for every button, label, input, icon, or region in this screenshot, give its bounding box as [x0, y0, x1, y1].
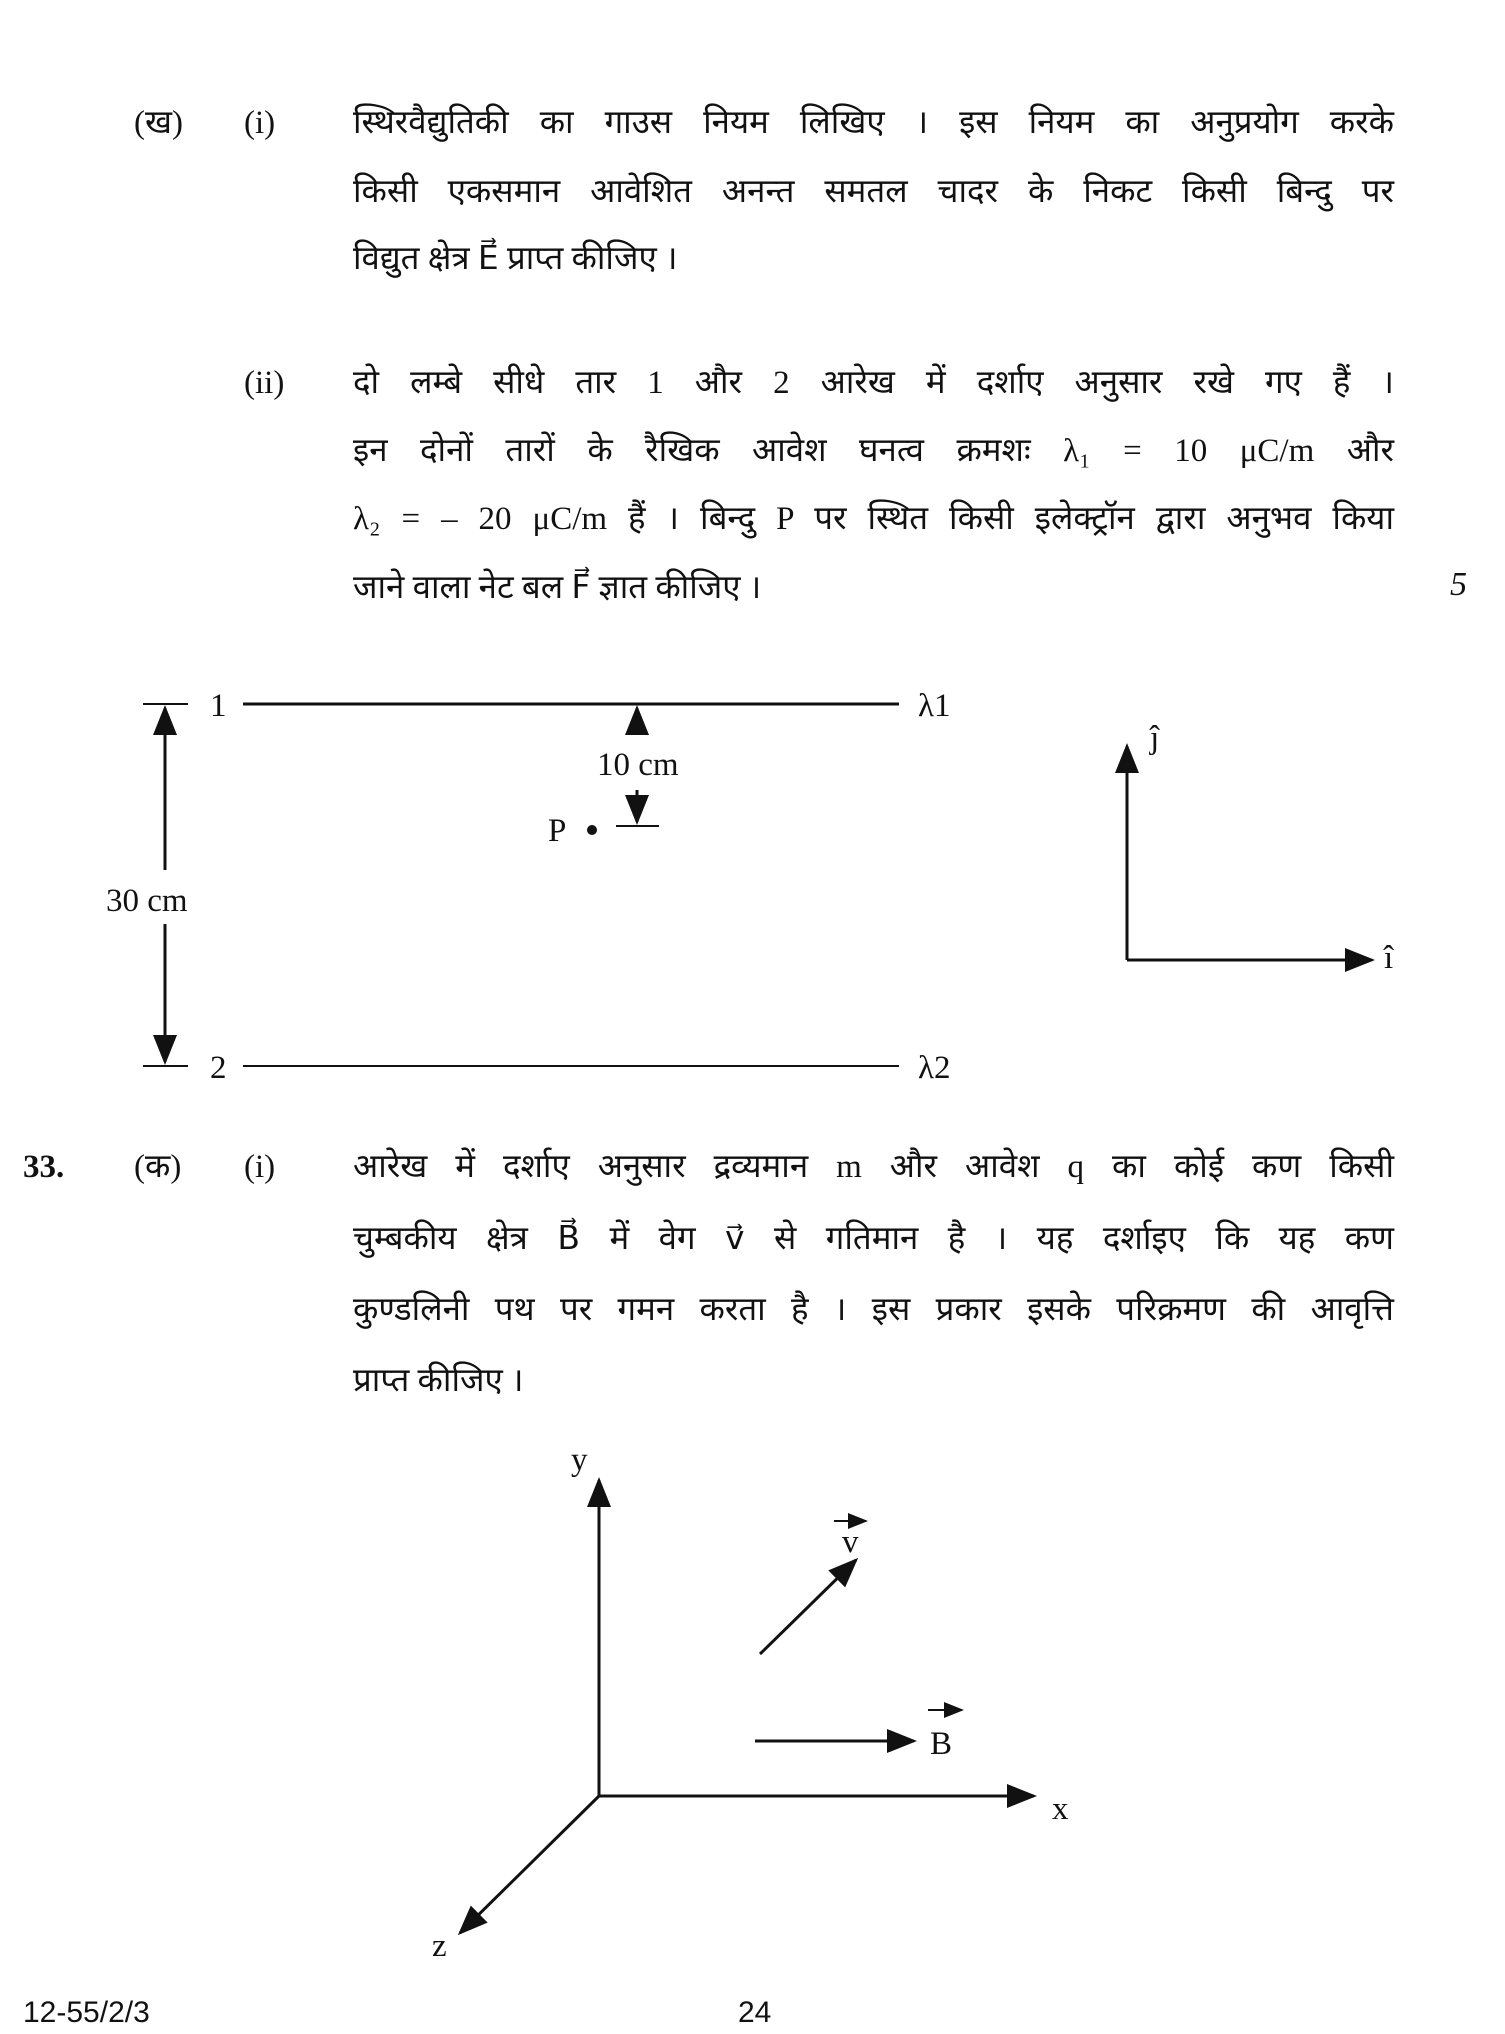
distance-label: 10 cm — [597, 747, 679, 783]
wires-diagram — [0, 660, 1505, 1100]
subpart-label-i: (i) — [244, 105, 276, 141]
axes-diagram — [0, 1430, 1505, 1970]
question-line: किसी एकसमान आवेशित अनन्त समतल चादर के निकट किसी बिन्दु पर — [353, 174, 1394, 210]
part-label-ka: (क) — [134, 1149, 182, 1185]
unit-i-label: î — [1384, 940, 1394, 976]
y-axis-label: y — [571, 1442, 588, 1478]
question-line: प्राप्त कीजिए । — [353, 1363, 524, 1399]
question-line: जाने वाला नेट बल F⃗ ज्ञात कीजिए । — [353, 570, 762, 606]
lambda2-label: λ2 — [918, 1050, 951, 1086]
point-p — [587, 825, 597, 835]
page-number: 24 — [738, 1996, 772, 2029]
wire-1-label: 1 — [210, 688, 227, 724]
lambda1-label: λ1 — [918, 688, 951, 724]
unit-j-label: ĵ — [1150, 720, 1160, 756]
question-line: इन दोनों तारों के रैखिक आवेश घनत्व क्रमशः λ₁ = 10 μC/m और — [353, 433, 1394, 469]
question-line: चुम्बकीय क्षेत्र B⃗ में वेग v⃗ से गतिमान है । यह दर्शाइए कि यह कण — [353, 1221, 1394, 1257]
point-p-label: P — [548, 813, 567, 849]
question-line: दो लम्बे सीधे तार 1 और 2 आरेख में दर्शाए अनुसार रखे गए हैं । — [353, 365, 1394, 401]
question-line: विद्युत क्षेत्र E⃗ प्राप्त कीजिए । — [353, 241, 678, 277]
subpart-label-i: (i) — [244, 1149, 276, 1185]
paper-code: 12-55/2/3 — [23, 1996, 150, 2029]
wire-2-label: 2 — [210, 1050, 227, 1086]
z-axis-label: z — [432, 1928, 447, 1964]
question-line: आरेख में दर्शाए अनुसार द्रव्यमान m और आवेश q का कोई कण किसी — [353, 1149, 1394, 1185]
question-number: 33. — [23, 1149, 65, 1185]
subpart-label-ii: (ii) — [244, 365, 285, 401]
velocity-arrow — [760, 1560, 856, 1654]
z-axis — [460, 1796, 599, 1933]
question-line: कुण्डलिनी पथ पर गमन करता है । इस प्रकार इसके परिक्रमण की आवृत्ति — [353, 1292, 1394, 1328]
marks: 5 — [1450, 566, 1467, 603]
field-label: B — [930, 1726, 953, 1762]
velocity-label: v — [842, 1524, 859, 1560]
question-line: λ₂ = – 20 μC/m हैं । बिन्दु P पर स्थित किसी इलेक्ट्रॉन द्वारा अनुभव किया — [353, 501, 1394, 537]
separation-label: 30 cm — [106, 883, 188, 919]
part-label-kha: (ख) — [134, 105, 183, 141]
question-line: स्थिरवैद्युतिकी का गाउस नियम लिखिए । इस नियम का अनुप्रयोग करके — [353, 105, 1394, 141]
x-axis-label: x — [1052, 1791, 1069, 1827]
